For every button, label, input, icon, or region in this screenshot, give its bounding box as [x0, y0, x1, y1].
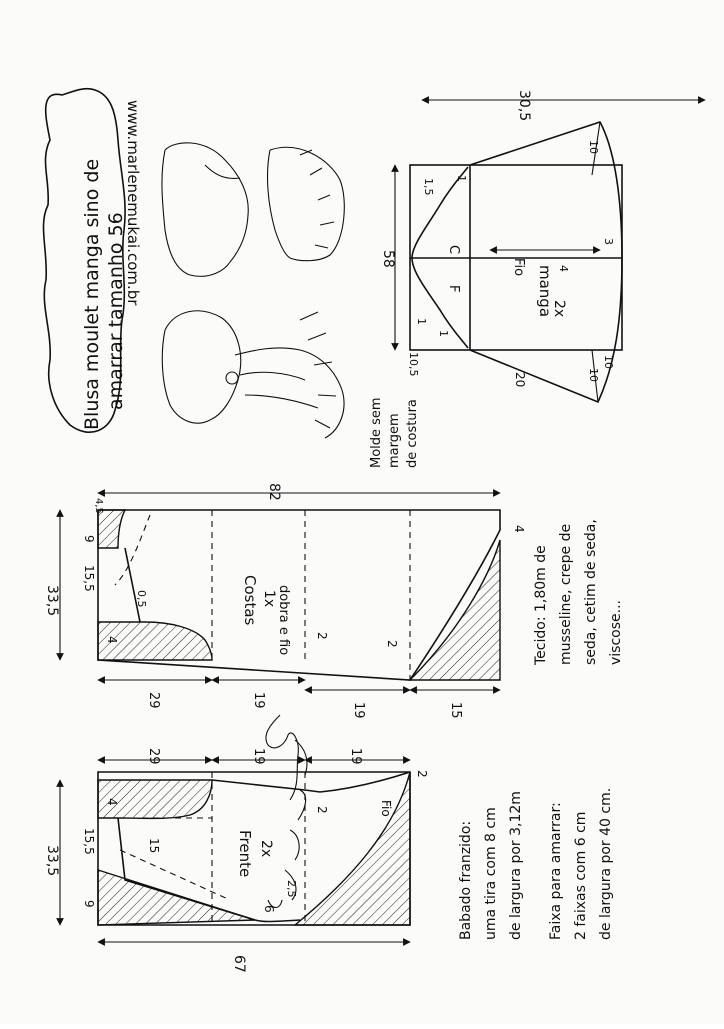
front-name: Frente [236, 830, 254, 878]
fabric-line1: Tecido: 1,80m de [533, 545, 549, 665]
back-dim-2-b: 2 [385, 640, 399, 648]
sleeve-dim-1-a: 1 [415, 318, 428, 325]
sleeve-count: 2x [551, 300, 567, 318]
sleeve-dim-10-5: 10,5 [407, 352, 420, 377]
sleeve-dim-10-top: 10 [587, 140, 600, 154]
garment-sketch-front [162, 311, 344, 438]
back-dim-0-5: 0,5 [135, 590, 148, 608]
title-line1: Blusa moulet manga sino de [81, 158, 103, 430]
website-url: www.marlenemukai.com.br [124, 100, 142, 306]
back-dim-4-5: 4,5 [93, 498, 104, 514]
front-dim-2-b: 2 [415, 770, 429, 778]
sleeve-name: manga [536, 265, 554, 318]
front-dim-15-5: 15,5 [82, 828, 96, 855]
sleeve-dim-3: 3 [602, 238, 615, 245]
front-dim-4: 4 [105, 798, 119, 806]
front-dim-19-b: 19 [348, 748, 363, 765]
back-neck-hatch [98, 510, 125, 548]
sleeve-dim-10-mid: 10 [602, 355, 615, 369]
back-dim-15-5: 15,5 [82, 565, 96, 592]
back-name: Costas [241, 575, 259, 626]
front-dim-2-a: 2 [315, 806, 329, 814]
back-dim-19-a: 19 [251, 692, 266, 709]
sleeve-dim-1-top: 1 [455, 175, 468, 182]
sleeve-dim-4: 4 [557, 265, 570, 272]
fabric-line2: musseline, crepe de [558, 523, 574, 665]
front-dim-67: 67 [231, 955, 247, 973]
sleeve-dim-30-5: 30,5 [516, 90, 532, 122]
sleeve-label-f: F [446, 285, 461, 293]
fabric-line3: seda, cetim de seda, [583, 519, 599, 665]
front-count: 2x [258, 840, 274, 858]
front-side-hatch [295, 772, 410, 925]
sleeve-dim-58: 58 [380, 250, 396, 268]
back-pattern [44, 483, 526, 719]
ruffle-title: Babado franzido: [458, 820, 474, 940]
front-dim-6: 6 [262, 905, 276, 913]
sleeve-dim-1-5: 1,5 [422, 178, 435, 196]
back-dim-82: 82 [266, 483, 282, 501]
back-count: 1x [261, 590, 277, 608]
back-dim-4-right: 4 [512, 525, 526, 533]
garment-sketch-back [162, 143, 344, 277]
back-dim-19-b: 19 [351, 702, 366, 719]
front-dim-2-5: 2,5 [285, 880, 298, 898]
front-pattern [44, 748, 429, 973]
back-dim-29: 29 [146, 692, 161, 709]
front-dim-15: 15 [147, 838, 161, 854]
sleeve-pattern [380, 90, 705, 402]
back-dim-2-a: 2 [315, 632, 329, 640]
sleeve-dim-10-bot: 10 [587, 368, 600, 382]
sleeve-grain-label: Fio [511, 258, 526, 277]
front-dim-9: 9 [82, 900, 96, 908]
front-dim-33-5: 33,5 [44, 845, 60, 877]
seam-note-line2: margem [387, 413, 402, 468]
ties-line1: 2 faixas com 6 cm [573, 811, 589, 940]
title-line2: amarrar tamanho 56 [105, 212, 127, 410]
back-fold-label: dobra e fio [276, 585, 291, 656]
front-neck-hatch [98, 870, 255, 925]
seam-note-line3: de costura [405, 399, 420, 468]
back-dim-15: 15 [448, 702, 463, 719]
back-dim-33-5: 33,5 [44, 585, 60, 617]
title-cloud [43, 89, 127, 433]
sleeve-dim-20: 20 [513, 372, 527, 388]
front-grain-label: Fio [379, 800, 393, 817]
back-dim-4-left: 4 [105, 636, 119, 644]
front-dim-19-a: 19 [251, 748, 266, 765]
fabric-note [533, 519, 624, 666]
ties-title: Faixa para amarrar: [548, 802, 564, 940]
front-dim-29: 29 [146, 748, 161, 765]
signature [266, 715, 307, 908]
back-dim-9: 9 [82, 535, 96, 543]
seam-note-line1: Molde sem [369, 397, 384, 468]
sleeve-flare [470, 122, 622, 402]
ties-line2: de largura por 40 cm. [598, 787, 614, 940]
sleeve-dim-1-b: 1 [437, 330, 450, 337]
ruffle-line2: de largura por 3,12m [508, 791, 524, 940]
seam-note [369, 397, 420, 468]
sleeve-label-c: C [446, 245, 461, 255]
ruffle-line1: uma tira com 8 cm [483, 807, 499, 940]
fabric-line4: viscose... [608, 600, 624, 665]
construction-notes [458, 788, 614, 940]
